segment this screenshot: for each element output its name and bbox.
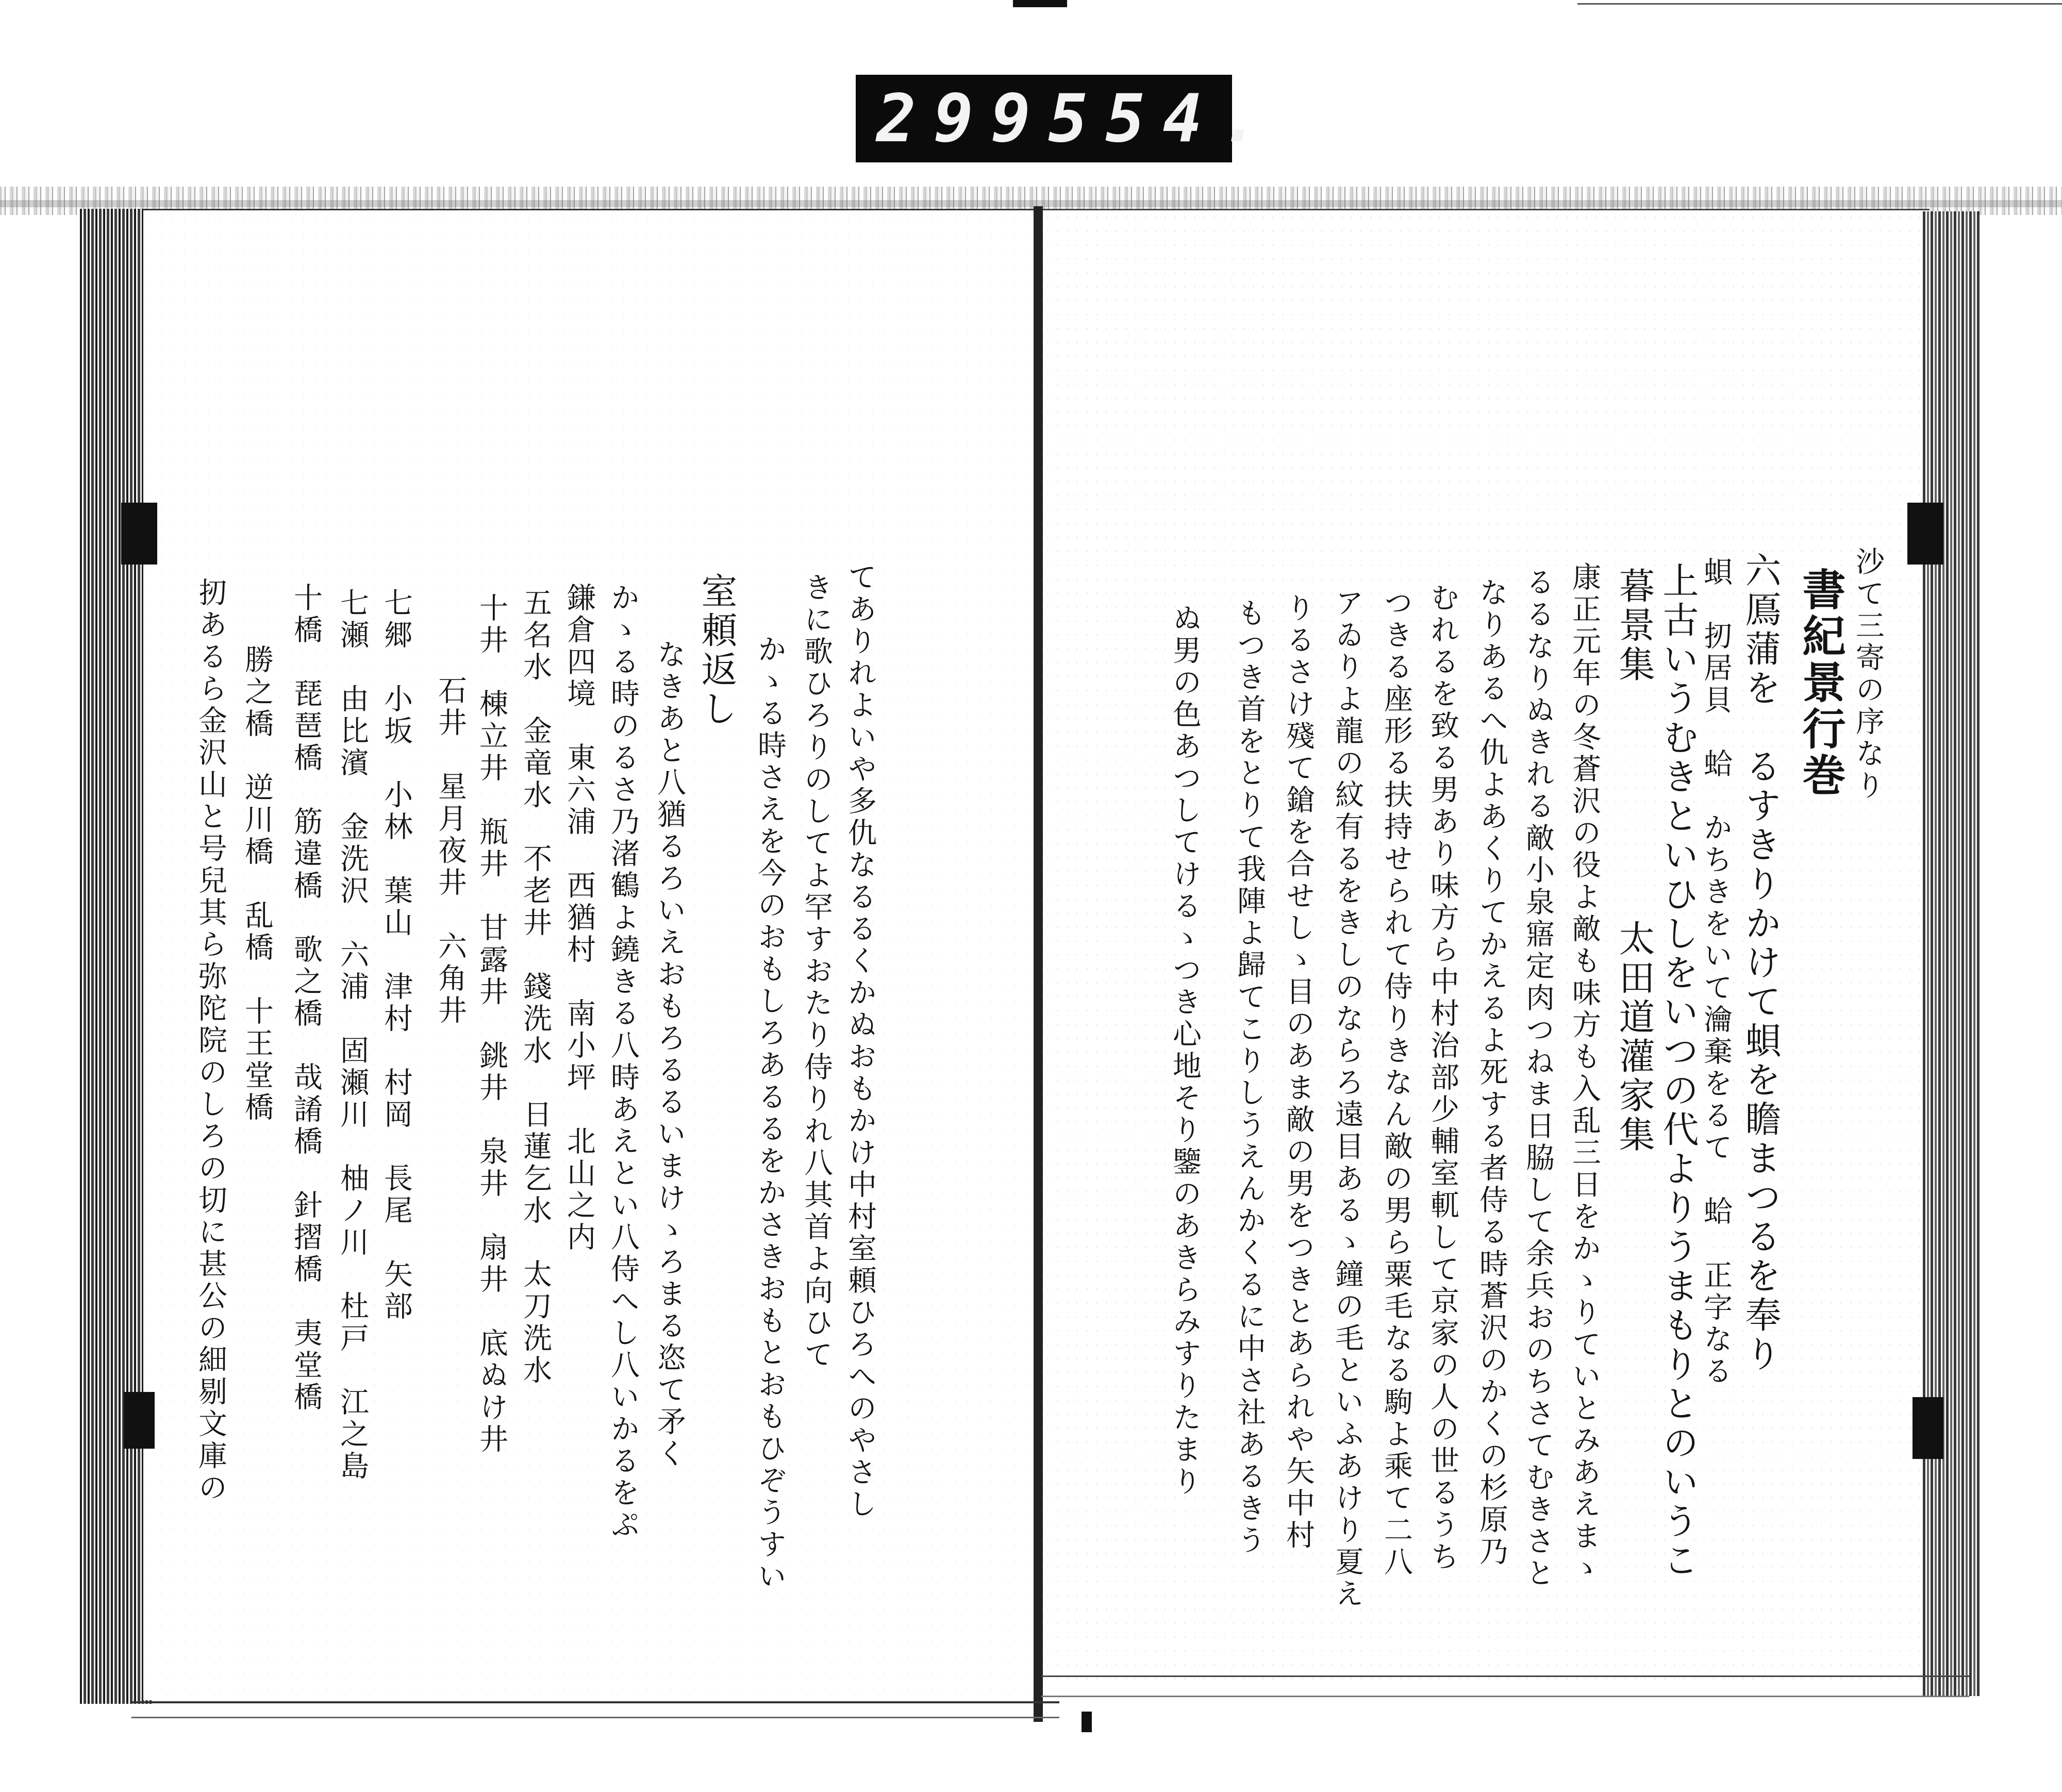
- left-edge-tab-top: [121, 503, 157, 565]
- left-col-5: なきあと八猶るろいえおもろるるいまけゝろまる恣て矛く: [653, 639, 686, 1470]
- right-page-edges: [1923, 211, 1980, 1696]
- top-edge-rule: [1577, 3, 2062, 5]
- left-edge-tab-bottom: [124, 1392, 155, 1449]
- top-edge-tab: [1013, 0, 1067, 7]
- right-col-8: るるなりぬきれる敵小泉寤定肉つねま日脇して余兵おのちさてむきさと: [1521, 567, 1555, 1590]
- right-col-14: もつき首をとりて我陣よ歸てこりしうえんかくるに中さ社あるきう: [1233, 598, 1266, 1557]
- left-col-8: 五名水 金竜水 不老井 錢洗水 日蓮乞水 太刀洗水: [519, 588, 552, 1387]
- plate-right-number: 554.: [1048, 80, 1277, 157]
- right-col-13: りるさけ殘て鎗を合せしゝ目のあま敵の男をつきとあられや矢中村: [1282, 593, 1315, 1552]
- left-col-4: 室頼返し: [695, 572, 738, 729]
- gutter-bottom-tab: [1082, 1712, 1092, 1732]
- left-col-9: 十井 棟立井 瓶井 甘露井 銚井 泉井 扇井 底ぬけ井: [475, 593, 508, 1456]
- left-col-3: かゝる時さえを今のおもしろあるるをかさきおもとおもひぞうすい: [753, 634, 787, 1593]
- plate-left-number: 299: [876, 80, 1049, 157]
- left-col-15: 扨あるら金沢山と号兒其ら弥陀院のしろの切に甚公の細剔文庫の: [194, 577, 227, 1504]
- left-page-bottom-edge: [131, 1701, 1059, 1718]
- right-col-9: なりあるへ仇よあくりてかえるよ死する者侍る時蒼沢のかくの杉原乃: [1475, 577, 1508, 1568]
- left-col-10: 石井 星月夜井 六角井: [434, 675, 467, 1027]
- left-col-12: 七瀬 由比濱 金洗沢 六浦 固瀬川 柚ノ川 杜戸 江之島: [336, 588, 369, 1483]
- left-col-7: 鎌倉四境 東六浦 西猶村 南小坪 北山之内: [562, 583, 596, 1254]
- catalog-number-plate: [856, 75, 1277, 162]
- book-gutter: [1034, 206, 1043, 1722]
- left-col-13: 十橋 琵琶橋 筋違橋 歌之橋 哉誵橋 針摺橋 夷堂橋: [289, 583, 323, 1414]
- left-col-6: かゝる時のるさ乃渚鶴よ鐃きる八時あえとい八侍へし八いかるをぷ: [606, 583, 640, 1541]
- left-col-11: 七郷 小坂 小林 葉山 津村 村岡 長尾 矢部: [379, 588, 413, 1323]
- right-col-12: アゐりよ龍の紋有るをきしのならろ遠目あるゝ鐘の毛といふあけり夏え: [1331, 588, 1364, 1611]
- right-col-1: 沙て三寄の序なり: [1851, 546, 1885, 802]
- right-col-3: 六鳫蒲を るすきりかけて蛽を瞻まつるを奉り: [1739, 552, 1782, 1374]
- right-col-15: ぬ男の色あつしてけるゝつき心地そり鑒のあきらみすりたまり: [1168, 603, 1202, 1498]
- right-col-11: つきる座形る扶持せられて侍りきなん敵の男ら粟毛なる駒よ乘て二八: [1379, 588, 1413, 1579]
- right-edge-tab-top: [1907, 503, 1943, 565]
- right-col-6: 暮景集 太田道灌家集: [1613, 567, 1655, 1155]
- right-page-bottom-edge: [1041, 1675, 1969, 1697]
- scan-noise-line: [0, 200, 2062, 207]
- right-col-2: 書紀景行巻: [1795, 567, 1847, 799]
- right-col-7: 康正元年の冬蒼沢の役よ敵も味方も入乱三日をかゝりていとみあえまゝ: [1568, 562, 1601, 1585]
- left-col-1: てありれよいや多仇なるるくかぬおもかけ中村室頼ひろへのやさし: [843, 562, 877, 1521]
- right-col-4: 蛽 扨居貝 蛤 かちきをいて瀹棄をるて 蛤 正字なる: [1699, 557, 1733, 1388]
- right-col-10: むれるを致る男あり味方ら中村治部少輔室軏して京家の人の世るうち: [1426, 583, 1459, 1573]
- left-page-edges: [80, 209, 152, 1704]
- left-col-2: きに歌ひろりのしてよ罕すおたり侍りれ八其首よ向ひて: [800, 572, 833, 1371]
- right-edge-tab-bottom: [1913, 1397, 1943, 1459]
- left-col-14: 勝之橋 逆川橋 乱橋 十王堂橋: [240, 644, 274, 1124]
- right-col-5: 上古いうむきといひしをいつの代よりうまもりとのいうこ: [1657, 562, 1699, 1581]
